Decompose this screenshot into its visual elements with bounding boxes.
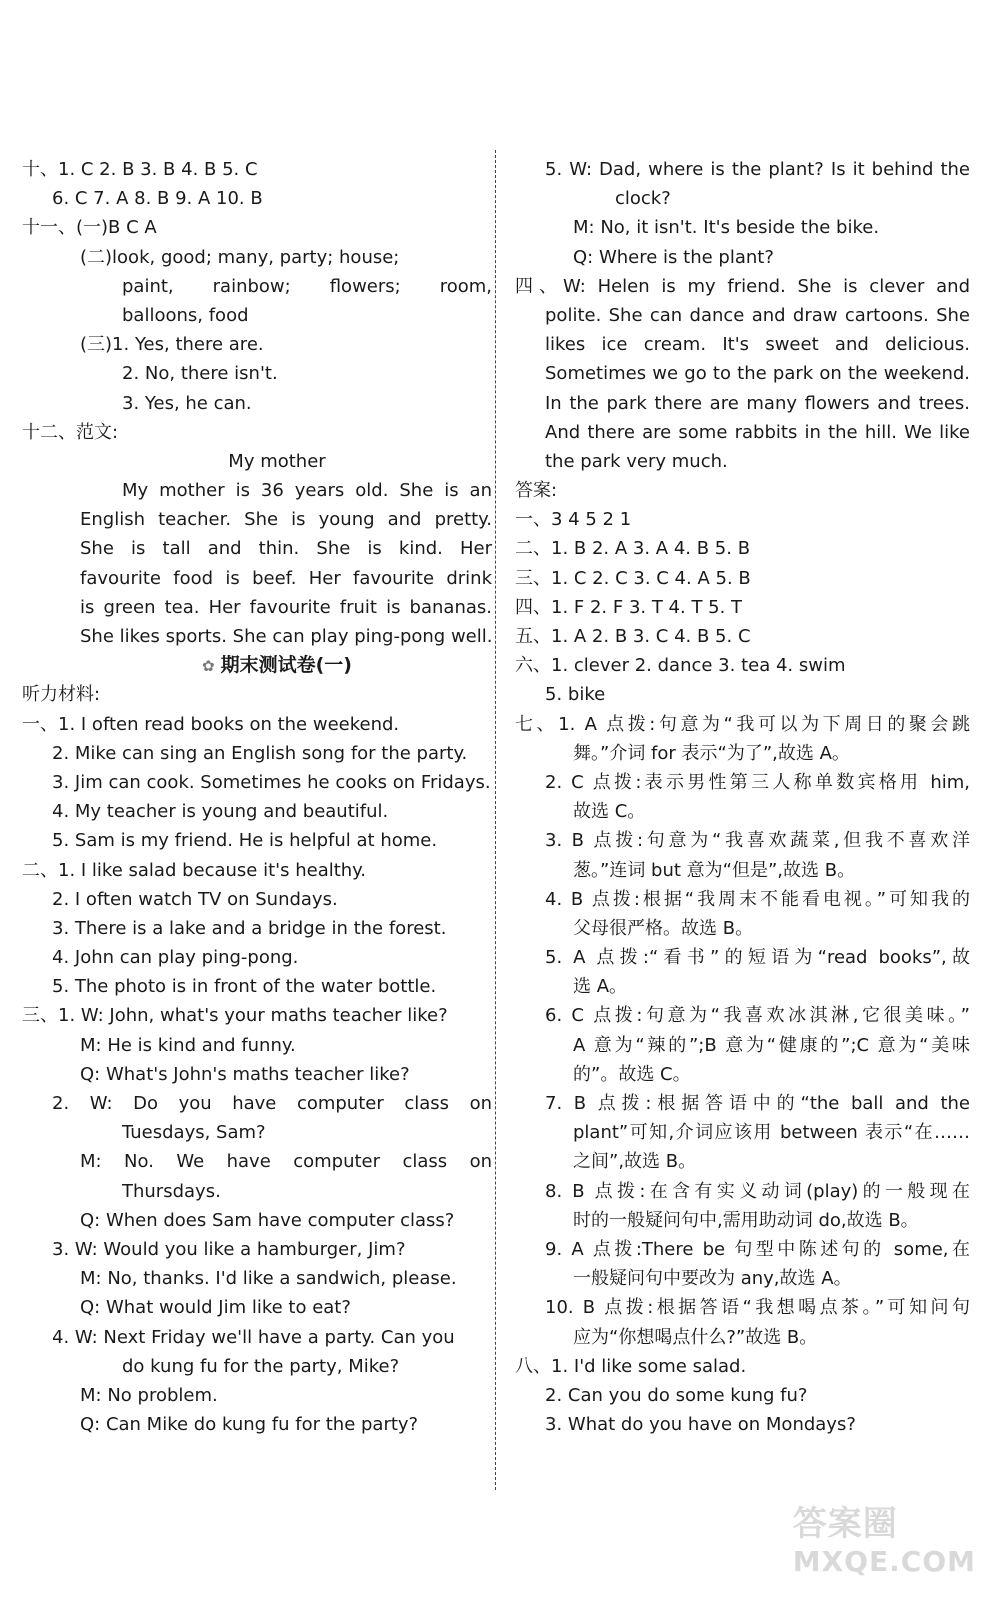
right-column [515,155,970,1480]
column-divider [495,150,496,1490]
left-text-line: English teacher. She is young and pretty. [80,509,492,531]
right-text-line: 四、1. F 2. F 3. T 4. T 5. T [515,596,743,618]
left-text-line: 2. W: Do you have computer class on [52,1093,492,1114]
watermark-url: MXQE.COM [792,1545,976,1578]
right-text-line: plant”可知,介词应该用 between 表示“在…… [573,1122,970,1144]
left-text-line: 3. There is a lake and a bridge in the forest. [52,917,447,939]
left-text-line: 3. Jim can cook. Sometimes he cooks on Fridays. [52,771,491,793]
right-text-line: 选 A。 [573,976,628,998]
right-text-line: 3. What do you have on Mondays? [545,1414,856,1436]
left-text-line: My mother is 36 years old. She is an [122,480,492,502]
watermark-logo-text: 答案圈 [792,1504,898,1544]
right-text-line: likes ice cream. It's sweet and delicious. [545,334,970,356]
left-text-line: 十一、(一)B C A [22,217,157,239]
right-text-line: 的”。故选 C。 [573,1063,691,1085]
right-text-line: 七、1. A 点拨:句意为“我可以为下周日的聚会跳 [515,713,970,735]
right-text-line: 8. B 点拨:在含有实义动词(play)的一般现在 [545,1180,970,1202]
left-text-line: 二、1. I like salad because it's healthy. [22,859,366,881]
right-text-line: 二、1. B 2. A 3. A 4. B 5. B [515,538,751,560]
left-text-line: Q: Can Mike do kung fu for the party? [80,1414,419,1436]
left-text-line: 听力材料: [22,684,101,706]
left-text-line: paint, rainbow; flowers; room, [122,275,492,297]
left-text-line: do kung fu for the party, Mike? [122,1355,400,1377]
left-text-line: 4. My teacher is young and beautiful. [52,801,389,823]
left-text-line: My mother [228,450,326,472]
left-text-line: 4. John can play ping-pong. [52,947,299,969]
left-text-line: Tuesdays, Sam? [122,1122,266,1144]
right-text-line: 2. Can you do some kung fu? [545,1384,808,1406]
left-column [22,155,492,1480]
right-text-line: the park very much. [545,450,728,472]
right-text-line: 之间”,故选 B。 [573,1151,697,1173]
left-text-line: 6. C 7. A 8. B 9. A 10. B [52,188,263,210]
right-text-line: 八、1. I'd like some salad. [515,1355,747,1377]
left-text-line: Thursdays. [122,1180,221,1202]
left-text-line: 十二、范文: [22,421,119,443]
right-text-line: 葱。”连词 but 意为“但是”,故选 B。 [573,859,856,881]
right-text-line: 4. B 点拨:根据“我周末不能看电视。”可知我的 [545,888,970,910]
left-text-line: M: No problem. [80,1384,218,1406]
left-text-line: She is tall and thin. She is kind. Her [80,538,492,560]
left-text-line: 2. Mike can sing an English song for the party. [52,742,468,764]
left-text-line: 3. W: Would you like a hamburger, Jim? [52,1238,406,1260]
left-text-line: 一、1. I often read books on the weekend. [22,713,400,735]
left-text-line: Q: When does Sam have computer class? [80,1209,455,1231]
right-text-line: 5. bike [545,684,606,706]
left-text-line: 5. The photo is in front of the water bottle. [52,976,437,998]
right-text-line: clock? [615,188,671,210]
left-text-line: 3. Yes, he can. [122,392,252,414]
right-text-line: 应为“你想喝点什么?”故选 B。 [573,1326,818,1348]
right-text-line: 四、W: Helen is my friend. She is clever and [515,275,970,297]
left-text-line: 5. Sam is my friend. He is helpful at home. [52,830,438,852]
right-text-line: And there are some rabbits in the hill. We like [545,421,970,443]
right-text-line: 六、1. clever 2. dance 3. tea 4. swim [515,655,846,677]
section-title-text: 期末测试卷(一) [220,654,352,677]
right-text-line: 舞。”介词 for 表示“为了”,故选 A。 [573,742,850,764]
left-text-line: 4. W: Next Friday we'll have a party. Can you [52,1326,455,1348]
left-text-line: M: He is kind and funny. [80,1034,296,1056]
right-text-line: 一般疑问句中要改为 any,故选 A。 [573,1268,852,1290]
right-text-line: A 意为“辣的”;B 意为“健康的”;C 意为“美味 [573,1034,970,1056]
right-text-line: 故选 C。 [573,801,646,823]
right-text-line: Q: Where is the plant? [573,246,774,268]
right-text-line: 6. C 点拨:句意为“我喜欢冰淇淋,它很美味。” [545,1005,970,1027]
right-text-line: 时的一般疑问句中,需用助动词 do,故选 B。 [573,1209,919,1231]
paw-icon: ✿ [202,657,215,676]
left-text-line: 2. No, there isn't. [122,363,278,385]
right-text-line: 7. B 点拨:根据答语中的“the ball and the [545,1093,970,1114]
right-text-line: 3. B 点拨:句意为“我喜欢蔬菜,但我不喜欢洋 [545,830,970,852]
left-text-line: balloons, food [122,304,249,326]
right-text-line: 5. A 点拨:“看书”的短语为“read books”,故 [545,947,970,969]
left-text-line: Q: What would Jim like to eat? [80,1297,351,1319]
right-text-line: 答案: [515,480,558,502]
left-text-line: (二)look, good; many, party; house; [80,246,400,268]
section-title [22,651,492,680]
right-text-line: 2. C 点拨:表示男性第三人称单数宾格用 him, [545,771,970,793]
right-text-line: M: No, it isn't. It's beside the bike. [573,217,880,239]
right-text-line: 三、1. C 2. C 3. C 4. A 5. B [515,567,751,589]
site-watermark [793,1496,976,1578]
left-text-line: Q: What's John's maths teacher like? [80,1063,410,1085]
left-text-line: M: No, thanks. I'd like a sandwich, please. [80,1268,457,1290]
right-text-line: 五、1. A 2. B 3. C 4. B 5. C [515,626,751,647]
right-text-line: In the park there are many flowers and trees. [545,392,970,414]
right-text-line: 5. W: Dad, where is the plant? Is it behind the [545,159,970,180]
left-text-line: 十、1. C 2. B 3. B 4. B 5. C [22,159,258,180]
left-text-line: (三)1. Yes, there are. [80,334,264,356]
right-text-line: 父母很严格。故选 B。 [573,917,754,939]
right-text-line: 一、3 4 5 2 1 [515,509,632,531]
left-text-line: 三、1. W: John, what's your maths teacher like? [22,1005,448,1027]
left-text-line: is green tea. Her favourite fruit is bananas. [80,596,492,618]
right-text-line: polite. She can dance and draw cartoons. She [545,304,970,326]
left-text-line: 2. I often watch TV on Sundays. [52,888,338,910]
right-text-line: 9. A 点拨:There be 句型中陈述句的 some,在 [545,1238,970,1260]
left-text-line: favourite food is beef. Her favourite drink [80,567,492,589]
right-text-line: Sometimes we go to the park on the weekend. [545,363,970,385]
left-text-line: M: No. We have computer class on [80,1151,492,1173]
left-text-line: She likes sports. She can play ping-pong well. [80,626,493,647]
right-text-line: 10. B 点拨:根据答语“我想喝点茶。”可知问句 [545,1297,970,1319]
